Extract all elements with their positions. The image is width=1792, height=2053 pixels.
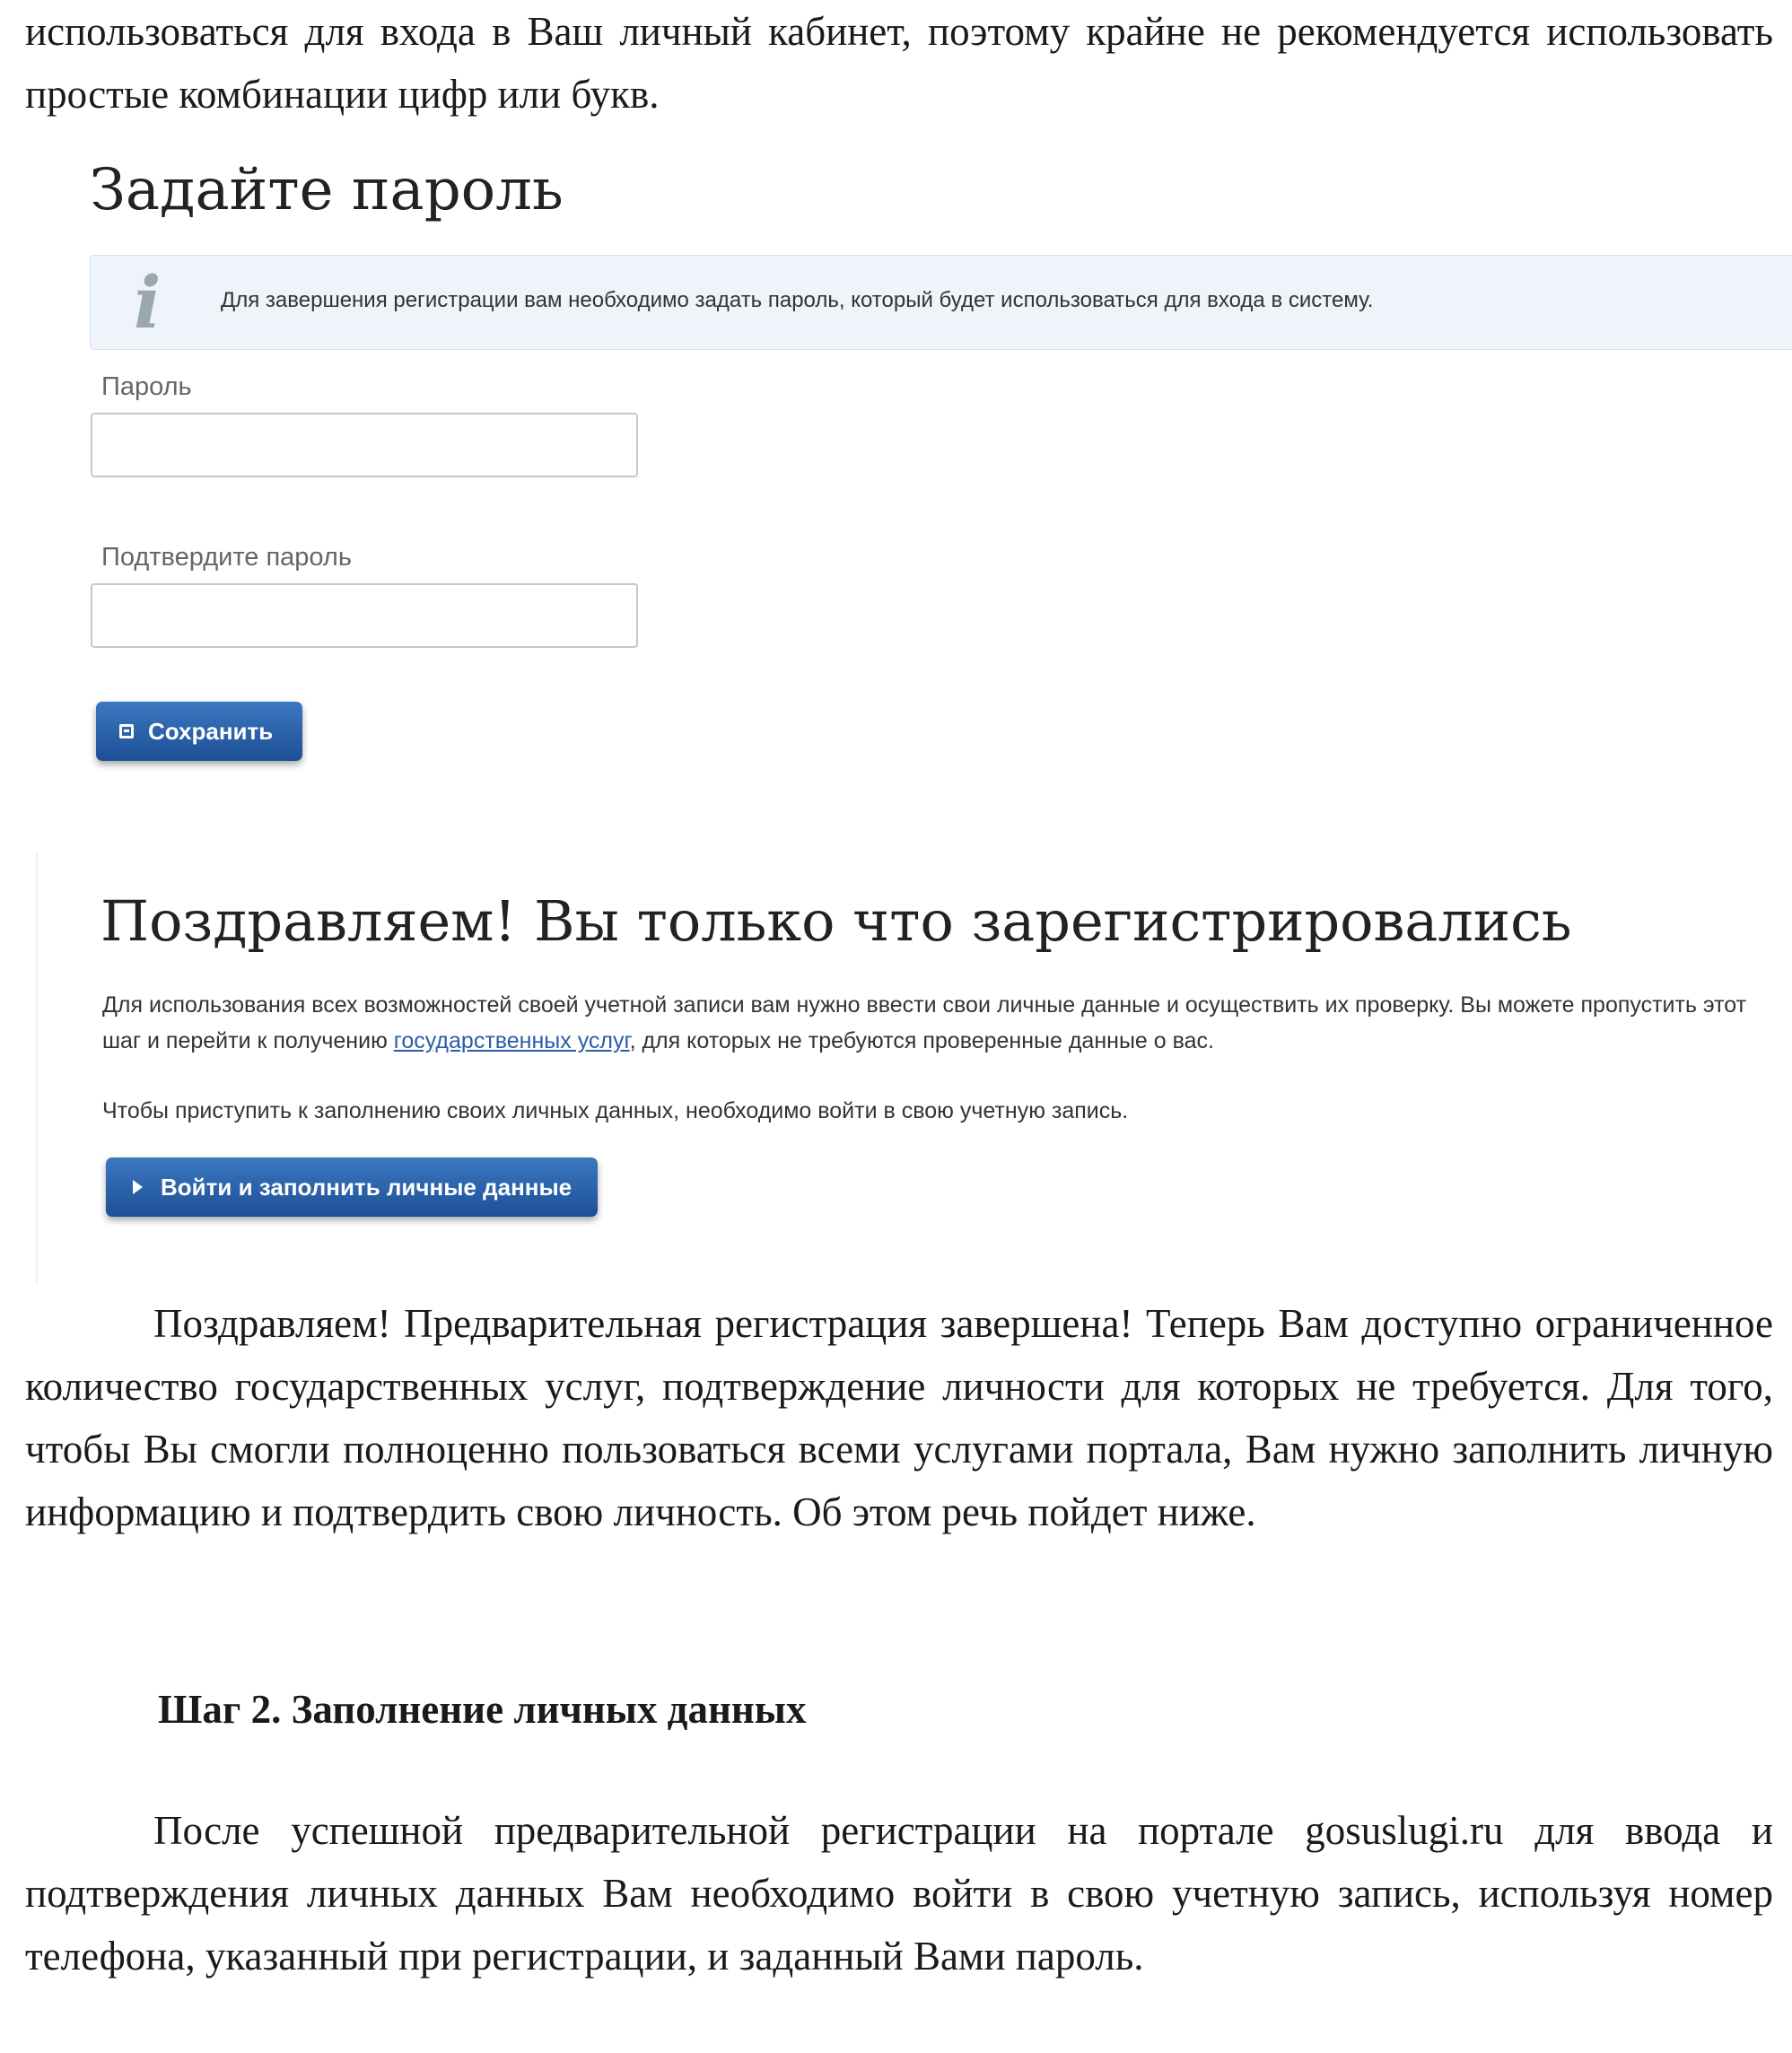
gov-services-link[interactable]: государственных услуг xyxy=(393,1028,630,1053)
info-icon: i xyxy=(134,260,162,345)
info-box xyxy=(90,255,1792,350)
intro-paragraph: использоваться для входа в Ваш личный кабинет, поэтому крайне не рекомендуется использовать простые комбинации цифр или букв. xyxy=(25,9,1773,117)
password-label: Пароль xyxy=(101,372,192,401)
registration-complete-title: Поздравляем! Вы только что зарегистрировались xyxy=(101,888,1572,954)
password-form-screenshot xyxy=(72,144,1792,790)
text-part: , для которых не требуются проверенные данные о вас. xyxy=(629,1028,1214,1053)
save-button-label: Сохранить xyxy=(148,717,274,745)
registration-complete-text xyxy=(102,987,1789,1059)
body-paragraph-1: Поздравляем! Предварительная регистрация завершена! Теперь Вам доступно ограниченное количество государственных услуг, подтверждение личности для которых не требуется. Для того, чтобы Вы смогли полноценно пользоваться всеми услугами портала, Вам нужно заполнить личную информацию и подтвердить свою личность. Об этом речь пойдет ниже. xyxy=(25,1301,1773,1534)
text-part: Для использования всех возможностей своей учетной записи вам нужно ввести свои личные данные и осуществить их проверку. Вы можете пропустить этот шаг и перейти к получению xyxy=(102,992,1747,1053)
save-button[interactable] xyxy=(96,702,302,761)
confirm-password-label: Подтвердите пароль xyxy=(101,543,352,572)
body-paragraph-2: После успешной предварительной регистрации на портале gosuslugi.ru для ввода и подтверждения личных данных Вам необходимо войти в свою учетную запись, используя номер телефона, указанный при регистрации, и заданный Вами пароль. xyxy=(25,1808,1773,1979)
step-heading: Шаг 2. Заполнение личных данных xyxy=(158,1687,807,1732)
password-form-title: Задайте пароль xyxy=(90,157,564,223)
info-text: Для завершения регистрации вам необходимо задать пароль, который будет использоваться для входа в систему. xyxy=(221,288,1374,312)
login-instruction-text: Чтобы приступить к заполнению своих личных данных, необходимо войти в свою учетную запись. xyxy=(102,1098,1129,1123)
login-button-label: Войти и заполнить личные данные xyxy=(161,1173,573,1201)
save-icon xyxy=(119,724,134,738)
play-icon xyxy=(133,1180,143,1194)
login-and-fill-button[interactable] xyxy=(106,1158,598,1217)
confirm-password-input[interactable] xyxy=(91,583,638,648)
registration-complete-screenshot xyxy=(36,852,1792,1283)
password-input[interactable] xyxy=(91,413,638,477)
